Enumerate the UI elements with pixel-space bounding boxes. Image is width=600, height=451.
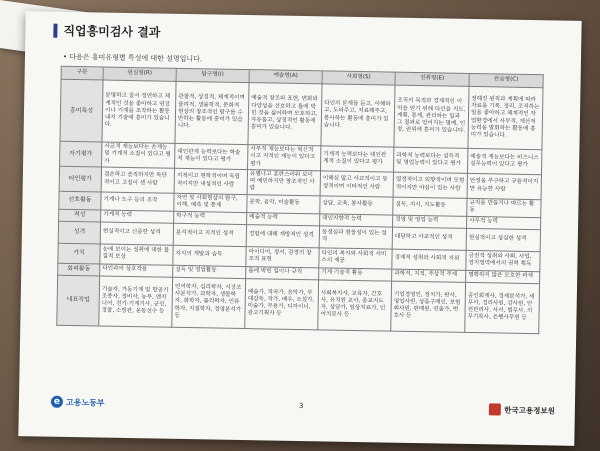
row-label: 흥미특성 — [60, 79, 103, 142]
row-label: 자기평가 — [60, 141, 102, 167]
table-cell: 틀에 박힌 일이나 규칙 — [246, 266, 319, 279]
table-cell: 열정적이고 외향적이며 모험적이지만 야심이 있는 사람 — [393, 172, 467, 198]
table-cell: 현실적이고 신중한 성격 — [100, 222, 173, 245]
table-cell: 과학적, 지적, 추상적 주제 — [392, 269, 466, 282]
table-cell: 경험에 대해 개방적인 성격 — [246, 224, 319, 247]
row-label: 성격 — [58, 221, 100, 244]
column-header: 현실형(R) — [103, 67, 176, 81]
table-row — [60, 79, 543, 149]
table-cell: 현실적이고 성실한 성격 — [466, 228, 540, 251]
table-cell: 예술가, 작곡가, 음악가, 무대감독, 작가, 배우, 소설가, 미술가, 무용가, 디자이너, 광고기획자 등 — [245, 278, 319, 329]
column-header: 사회형(S) — [322, 71, 395, 85]
table-cell: 기계나 도구 등의 조작 — [101, 192, 174, 211]
table-cell: 사무적 재능보다는 혁신적이고 지적인 재능이 있다고 평가 — [248, 145, 321, 171]
result-sheet — [18, 11, 581, 446]
table-cell: 아이디어, 정서, 감정의 창조적 표현 — [246, 246, 319, 267]
table-cell: 지적이고 현학적이며 독립적이지만 내성적인 사람 — [174, 168, 247, 194]
table-cell: 경영 및 영업 능력 — [393, 215, 467, 228]
table-cell: 언어학자, 심리학자, 시장조사분석가, 과학자, 생물학자, 화학자, 물리학자, 인류학자, 지질학자, 경영분석가 등 — [172, 277, 246, 328]
table-cell: 기업경영인, 정치가, 판사, 영업사원, 상품구매인, 보험회사원, 판매원, 연출가, 변호사 등 — [391, 281, 466, 332]
title-row — [53, 22, 160, 41]
ministry-logo-icon: e — [51, 396, 63, 408]
table-cell: 동정심과 참을성이 있는 성격 — [319, 225, 392, 248]
table-cell: 학구적 능력 — [174, 211, 247, 224]
table-cell: 기계적 능력보다는 대인관계적 소질이 있다고 평가 — [321, 146, 394, 172]
table-cell: 눈에 보이는 성취에 대한 물질적 보상 — [100, 244, 173, 265]
table-cell: 분명하고 질서 정연하고 체계적인 것을 좋아하고 연장이나 기계를 조작하는 활동내지 기술에 흥미가 있습니다. — [102, 80, 176, 143]
table-cell: 타인의 문제를 듣고, 이해하고, 도와주고, 치료해주고, 봉사하는 활동에 흥미가 있습니다. — [321, 84, 395, 147]
table-cell: 조직의 목적과 경제적인 이익을 얻기 위해 타인을 지도, 계획, 통제, 관리하는 일과 그 결과로 얻어지는 명예, 인정, 권위에 흥미가 있습니다. — [394, 85, 469, 148]
title-bar — [53, 23, 57, 37]
table-cell: 규칙을 만들거나 따르는 활동 — [467, 198, 541, 217]
table-cell: 타인의 복지와 사회적 서비스의 제공 — [319, 247, 392, 268]
table-cell: 유별나고 혼란스러워 보이며 예민하지만 창조적인 사람 — [247, 169, 320, 195]
table-cell: 겸손하고 솔직하지만 독단적이고 고집이 센 사람 — [101, 167, 174, 193]
footer-left-text: 고용노동부 — [65, 397, 105, 408]
row-label: 타인평가 — [59, 166, 101, 192]
table-cell: 설득, 지시, 지도활동 — [393, 197, 467, 216]
column-header: 구분 — [61, 66, 103, 80]
table-cell: 금전적 성취와 사회, 사업, 정치영역에서의 권력 획득 — [466, 250, 540, 271]
table-cell: 정해진 원칙과 계획에 따라 자료를 기록, 정리, 조직하는 일을 좋아하고 체계적인 작업환경에서 사무적, 계산적 능력을 발휘하는 활동에 흥미가 있습니다. — [468, 86, 543, 149]
table-row — [57, 275, 540, 333]
table-cell: 상담, 교육, 봉사활동 — [320, 195, 393, 214]
column-header: 탐구형(I) — [176, 68, 249, 82]
row-label: 대표직업 — [57, 275, 100, 326]
table-body — [57, 79, 543, 333]
intro-text: • 다음은 흥미유형별 특성에 대한 설명입니다. — [62, 52, 203, 64]
table-cell: 대담하고 사교적인 성격 — [392, 227, 466, 250]
table-cell: 명확하지 않은 모호한 과제 — [466, 270, 540, 283]
interest-type-table — [56, 66, 543, 334]
table-cell: 대인관계 능력보다는 학술적 재능이 있다고 평가 — [175, 143, 248, 169]
column-header: 관습형(C) — [469, 73, 543, 87]
row-label: 가치 — [58, 243, 100, 264]
row-label: 회피활동 — [58, 263, 100, 276]
table-cell: 사교적 재능보다는 손재능 및 기계적 소질이 있다고 평가 — [102, 142, 175, 168]
table-cell: 대인지향적 능력 — [320, 213, 393, 226]
table-cell: 안정을 추구하고 규율적이지만 유능한 사람 — [467, 173, 541, 199]
table-cell: 예술적 창조와 표현, 변화와 다양성을 선호하고 틀에 박힌 것을 싫어하며 모호하고, 자유롭고, 상징적인 활동에 흥미가 있습니다. — [248, 83, 322, 146]
table-cell: 공인회계사, 경제분석가, 세무사, 경리사원, 감사원, 안전관리사, 사서, 법무사, 의무기록사, 은행사무원 등 — [465, 282, 540, 333]
table-cell: 설득 및 영업활동 — [173, 265, 246, 278]
table-cell: 기계·기술적 활동 — [319, 267, 392, 280]
table-cell: 경제적 성취와 사회적 지위 — [392, 249, 466, 270]
table-cell: 기계적 능력 — [101, 210, 174, 223]
table-cell: 자연 및 사회현상의 탐구, 이해, 예측 및 통제 — [174, 193, 247, 212]
table-cell: 분석적이고 지적인 성격 — [173, 223, 246, 246]
table-cell: 예술적 능력 — [247, 212, 320, 225]
agency-logo-icon — [489, 403, 501, 415]
page-number: 3 — [298, 402, 304, 411]
page-title: 직업흥미검사 결과 — [63, 23, 161, 40]
table-cell: 사무적 능력 — [467, 216, 541, 229]
footer-left-logo — [51, 396, 105, 409]
row-label: 적성 — [59, 209, 101, 222]
table-cell: 문학, 음악, 미술활동 — [247, 194, 320, 213]
table-cell: 기술자, 가동기계 및 항공기 조종사, 정비사, 농부, 엔지니어, 전기·기계기사, 군인, 경찰, 소방관, 운동선수 등 — [99, 276, 173, 327]
table-cell: 지식의 개발과 습득 — [173, 245, 246, 266]
table-cell: 사회복지사, 교육자, 간호사, 유치원 교사, 종교지도자, 상담가, 임상치료가, 언어치료사 등 — [318, 279, 392, 330]
table-cell: 예술적 재능보다는 비즈니스 실무능력이 있다고 평가 — [467, 148, 541, 174]
table-cell: 과학적 능력보다는 설득적 및 영업능력이 있다고 평가 — [394, 147, 468, 173]
column-header: 예술형(A) — [249, 70, 322, 84]
table-cell: 타인과의 상호작용 — [100, 264, 173, 277]
table-cell: 이해심 많고 사교적이고 동정적이며 이타적인 사람 — [320, 171, 393, 197]
column-header: 진취형(E) — [395, 72, 469, 86]
footer-right-text: 한국고용정보원 — [504, 405, 555, 415]
row-label: 선호활동 — [59, 191, 101, 210]
table-cell: 관찰적, 상징적, 체계적이며 물리적, 생물학적, 문화적 현상의 창조적인 탐구를 수반하는 활동에 흥미가 있습니다. — [175, 81, 249, 144]
footer-right-logo — [489, 403, 555, 416]
